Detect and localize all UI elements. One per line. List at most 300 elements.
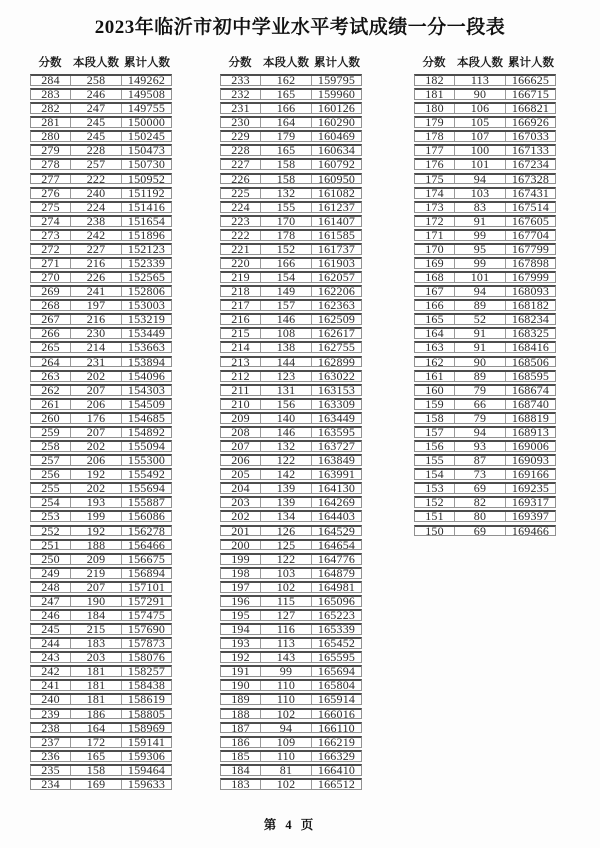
table-row: [30, 116, 172, 128]
segment-count-cell: 102: [261, 710, 312, 719]
segment-count-cell: 207: [71, 583, 122, 592]
cumulative-count-cell: 160469: [317, 129, 356, 144]
cumulative-count-cell: 159633: [127, 776, 166, 791]
segment-count-cell: 143: [261, 653, 312, 662]
cumulative-count-cell: 152565: [127, 270, 166, 285]
segment-count-cell: 257: [71, 160, 122, 169]
cumulative-count-cell: 158969: [127, 720, 166, 735]
cumulative-count-cell: 156675: [127, 551, 166, 566]
cumulative-count-cell: 164776: [317, 551, 356, 566]
segment-count-cell: 164: [71, 724, 122, 733]
segment-count-cell: 170: [261, 217, 312, 226]
segment-count-cell: 131: [261, 386, 312, 395]
score-cell: 183: [221, 780, 261, 789]
score-table-left: [30, 56, 172, 792]
segment-count-cell: 115: [261, 597, 312, 606]
score-cell: 234: [31, 780, 71, 789]
table-row: [30, 553, 172, 565]
table-body: [220, 74, 362, 790]
cumulative-count-cell: 159464: [127, 762, 166, 777]
table-row: [30, 426, 172, 438]
table-row: [414, 482, 556, 494]
score-cell: 251: [31, 541, 71, 550]
score-cell: 223: [221, 217, 261, 226]
score-cell: 200: [221, 541, 261, 550]
segment-count-cell: 230: [71, 329, 122, 338]
segment-count-cell: 82: [455, 498, 506, 507]
segment-count-cell: 219: [71, 569, 122, 578]
segment-count-cell: 99: [455, 231, 506, 240]
cumulative-count-cell: 154303: [127, 382, 166, 397]
table-row: [220, 130, 362, 142]
table-row: [414, 426, 556, 438]
segment-count-cell: 247: [71, 104, 122, 113]
segment-count-cell: 123: [261, 372, 312, 381]
score-cell: 208: [221, 428, 261, 437]
cumulative-count-cell: 168325: [511, 326, 550, 341]
cumulative-count-cell: 158619: [127, 692, 166, 707]
table-row: [220, 341, 362, 353]
score-cell: 152: [415, 498, 455, 507]
table-row: [414, 173, 556, 185]
segment-count-cell: 172: [71, 738, 122, 747]
score-cell: 269: [31, 287, 71, 296]
table-row: [30, 173, 172, 185]
table-row: [30, 88, 172, 100]
table-row: [30, 510, 172, 522]
segment-count-cell: 156: [261, 400, 312, 409]
score-cell: 179: [415, 118, 455, 127]
table-row: [220, 722, 362, 734]
segment-count-cell: 99: [261, 667, 312, 676]
cumulative-count-cell: 160792: [317, 157, 356, 172]
table-row: [30, 496, 172, 508]
segment-count-cell: 176: [71, 414, 122, 423]
table-row: [30, 74, 172, 86]
table-row: [414, 74, 556, 86]
table-row: [30, 764, 172, 776]
score-cell: 255: [31, 484, 71, 493]
table-row: [220, 102, 362, 114]
score-cell: 158: [415, 414, 455, 423]
cumulative-count-cell: 156466: [127, 537, 166, 552]
segment-count-cell: 132: [261, 442, 312, 451]
segment-count-cell: 199: [71, 512, 122, 521]
segment-count-cell: 69: [455, 527, 506, 536]
score-cell: 276: [31, 189, 71, 198]
cumulative-count-cell: 163595: [317, 424, 356, 439]
cumulative-count-cell: 161237: [317, 199, 356, 214]
cumulative-count-cell: 163849: [317, 453, 356, 468]
table-row: [30, 285, 172, 297]
table-row: [30, 778, 172, 790]
table-header: [414, 56, 556, 71]
score-cell: 241: [31, 681, 71, 690]
cumulative-count-cell: 157291: [127, 593, 166, 608]
segment-count-cell: 116: [261, 625, 312, 634]
table-row: [220, 510, 362, 522]
table-row: [220, 356, 362, 368]
table-row: [220, 567, 362, 579]
cumulative-count-cell: 165914: [317, 692, 356, 707]
cumulative-count-cell: 166821: [511, 101, 550, 116]
segment-count-cell: 139: [261, 498, 312, 507]
score-cell: 248: [31, 583, 71, 592]
cumulative-count-cell: 159306: [127, 748, 166, 763]
table-row: [220, 116, 362, 128]
table-row: [30, 722, 172, 734]
score-cell: 181: [415, 90, 455, 99]
table-row: [30, 215, 172, 227]
score-cell: 185: [221, 752, 261, 761]
score-cell: 182: [415, 76, 455, 85]
segment-count-cell: 73: [455, 470, 506, 479]
segment-count-cell: 139: [261, 484, 312, 493]
table-row: [414, 271, 556, 283]
segment-count-cell: 91: [455, 217, 506, 226]
cumulative-count-cell: 153894: [127, 354, 166, 369]
segment-count-cell: 216: [71, 315, 122, 324]
cumulative-count-cell: 164269: [317, 495, 356, 510]
cumulative-count-cell: 161082: [317, 185, 356, 200]
table-row: [220, 144, 362, 156]
cumulative-count-cell: 166715: [511, 87, 550, 102]
segment-count-cell: 132: [261, 189, 312, 198]
cumulative-count-cell: 149755: [127, 101, 166, 116]
segment-count-cell: 149: [261, 287, 312, 296]
table-row: [220, 201, 362, 213]
table-row: [220, 665, 362, 677]
segment-count-cell: 110: [261, 752, 312, 761]
segment-count-cell: 79: [455, 414, 506, 423]
score-cell: 272: [31, 245, 71, 254]
cumulative-count-cell: 150000: [127, 115, 166, 130]
segment-count-cell: 162: [261, 76, 312, 85]
table-row: [30, 595, 172, 607]
table-row: [414, 102, 556, 114]
table-row: [30, 398, 172, 410]
table-row: [220, 496, 362, 508]
table-row: [220, 229, 362, 241]
score-cell: 228: [221, 146, 261, 155]
cumulative-count-cell: 167999: [511, 270, 550, 285]
table-row: [30, 257, 172, 269]
cumulative-count-cell: 152806: [127, 284, 166, 299]
score-cell: 169: [415, 259, 455, 268]
score-cell: 180: [415, 104, 455, 113]
table-row: [414, 285, 556, 297]
score-cell: 168: [415, 273, 455, 282]
table-row: [220, 299, 362, 311]
segment-count-cell: 108: [261, 329, 312, 338]
score-cell: 190: [221, 681, 261, 690]
cumulative-count-cell: 167133: [511, 143, 550, 158]
table-row: [30, 454, 172, 466]
score-cell: 159: [415, 400, 455, 409]
table-row: [30, 468, 172, 480]
segment-count-cell: 206: [71, 456, 122, 465]
score-cell: 164: [415, 329, 455, 338]
segment-count-cell: 202: [71, 484, 122, 493]
table-row: [220, 609, 362, 621]
score-cell: 237: [31, 738, 71, 747]
table-header: [30, 56, 172, 71]
segment-count-cell: 122: [261, 456, 312, 465]
cumulative-count-cell: 169317: [511, 495, 550, 510]
score-cell: 281: [31, 118, 71, 127]
score-cell: 197: [221, 583, 261, 592]
table-row: [30, 327, 172, 339]
cumulative-count-cell: 159960: [317, 87, 356, 102]
table-row: [220, 651, 362, 663]
cumulative-count-cell: 155300: [127, 453, 166, 468]
score-cell: 247: [31, 597, 71, 606]
segment-count-cell: 178: [261, 231, 312, 240]
cumulative-count-cell: 159141: [127, 734, 166, 749]
segment-count-cell: 94: [455, 287, 506, 296]
score-cell: 175: [415, 175, 455, 184]
table-row: [30, 187, 172, 199]
score-cell: 253: [31, 512, 71, 521]
segment-count-cell: 166: [261, 104, 312, 113]
score-cell: 192: [221, 653, 261, 662]
score-cell: 254: [31, 498, 71, 507]
segment-count-cell: 181: [71, 667, 122, 676]
cumulative-count-cell: 165595: [317, 650, 356, 665]
segment-count-cell: 216: [71, 259, 122, 268]
score-cell: 193: [221, 639, 261, 648]
score-cell: 244: [31, 639, 71, 648]
segment-count-cell: 94: [455, 428, 506, 437]
segment-count-cell: 158: [261, 160, 312, 169]
cumulative-count-cell: 155094: [127, 439, 166, 454]
cumulative-count-cell: 157475: [127, 607, 166, 622]
cumulative-count-cell: 157690: [127, 622, 166, 637]
table-row: [30, 750, 172, 762]
table-row: [414, 158, 556, 170]
cumulative-count-cell: 167431: [511, 185, 550, 200]
table-row: [220, 454, 362, 466]
cumulative-count-cell: 161903: [317, 256, 356, 271]
score-cell: 277: [31, 175, 71, 184]
cumulative-count-cell: 168913: [511, 424, 550, 439]
cumulative-count-cell: 164130: [317, 481, 356, 496]
cumulative-count-cell: 151896: [127, 227, 166, 242]
score-cell: 242: [31, 667, 71, 676]
table-row: [414, 187, 556, 199]
segment-count-cell: 66: [455, 400, 506, 409]
score-cell: 240: [31, 695, 71, 704]
cumulative-count-cell: 168674: [511, 382, 550, 397]
cumulative-count-cell: 166110: [318, 720, 355, 735]
cumulative-count-cell: 166410: [317, 762, 356, 777]
table-row: [30, 679, 172, 691]
table-row: [414, 144, 556, 156]
segment-count-cell: 226: [71, 273, 122, 282]
table-row: [414, 257, 556, 269]
segment-count-cell: 103: [261, 569, 312, 578]
score-cell: 220: [221, 259, 261, 268]
segment-count-cell: 91: [455, 329, 506, 338]
table-row: [30, 356, 172, 368]
table-row: [220, 778, 362, 790]
score-cell: 162: [415, 358, 455, 367]
score-cell: 284: [31, 76, 71, 85]
cumulative-count-cell: 159795: [317, 73, 356, 87]
table-row: [220, 750, 362, 762]
table-row: [30, 370, 172, 382]
score-cell: 150: [415, 527, 455, 536]
cumulative-count-cell: 154892: [127, 424, 166, 439]
cumulative-count-cell: 169397: [511, 509, 550, 524]
table-row: [414, 130, 556, 142]
segment-count-cell: 165: [261, 90, 312, 99]
score-cell: 213: [221, 358, 261, 367]
cumulative-count-cell: 164529: [317, 523, 356, 538]
score-cell: 231: [221, 104, 261, 113]
table-row: [220, 370, 362, 382]
score-cell: 260: [31, 414, 71, 423]
segment-count-cell: 192: [71, 527, 122, 536]
segment-count-cell: 110: [261, 681, 312, 690]
score-cell: 219: [221, 273, 261, 282]
cumulative-count-cell: 166016: [317, 706, 356, 721]
cumulative-count-cell: 158076: [127, 650, 166, 665]
table-row: [220, 581, 362, 593]
table-row: [30, 384, 172, 396]
cumulative-count-cell: 151192: [128, 185, 165, 200]
cumulative-count-cell: 150952: [127, 171, 166, 186]
cumulative-count-cell: 160950: [317, 171, 356, 186]
table-row: [414, 116, 556, 128]
cumulative-count-cell: 151654: [127, 213, 166, 228]
segment-count-cell: 144: [261, 358, 312, 367]
score-cell: 265: [31, 343, 71, 352]
score-cell: 157: [415, 428, 455, 437]
segment-count-cell: 107: [455, 132, 506, 141]
table-row: [220, 327, 362, 339]
cumulative-count-cell: 163991: [317, 467, 356, 482]
column-header-cumulative-count: 累计人数: [124, 57, 170, 69]
score-cell: 249: [31, 569, 71, 578]
score-cell: 216: [221, 315, 261, 324]
segment-count-cell: 245: [71, 118, 122, 127]
cumulative-count-cell: 166512: [317, 776, 356, 791]
score-cell: 198: [221, 569, 261, 578]
cumulative-count-cell: 167605: [511, 213, 550, 228]
segment-count-cell: 152: [261, 245, 312, 254]
cumulative-count-cell: 166625: [511, 73, 550, 87]
score-table-middle: [220, 56, 362, 792]
score-cell: 273: [31, 231, 71, 240]
segment-count-cell: 122: [261, 555, 312, 564]
cumulative-count-cell: 153219: [127, 312, 166, 327]
table-row: [220, 525, 362, 537]
cumulative-count-cell: 158805: [127, 706, 166, 721]
segment-count-cell: 206: [71, 400, 122, 409]
table-row: [220, 271, 362, 283]
cumulative-count-cell: 153449: [127, 326, 166, 341]
score-cell: 243: [31, 653, 71, 662]
score-cell: 274: [31, 217, 71, 226]
cumulative-count-cell: 168595: [511, 368, 550, 383]
segment-count-cell: 87: [455, 456, 506, 465]
score-cell: 172: [415, 217, 455, 226]
table-row: [414, 215, 556, 227]
score-cell: 156: [415, 442, 455, 451]
table-body: [30, 74, 172, 790]
column-header-cumulative-count: 累计人数: [508, 57, 554, 69]
score-cell: 165: [415, 315, 455, 324]
score-cell: 155: [415, 456, 455, 465]
score-cell: 262: [31, 386, 71, 395]
segment-count-cell: 89: [455, 372, 506, 381]
table-body: [414, 74, 556, 536]
segment-count-cell: 126: [261, 527, 312, 536]
score-cell: 266: [31, 329, 71, 338]
table-row: [220, 285, 362, 297]
cumulative-count-cell: 167704: [511, 227, 550, 242]
segment-count-cell: 166: [261, 259, 312, 268]
table-row: [414, 299, 556, 311]
cumulative-count-cell: 168182: [511, 298, 550, 313]
segment-count-cell: 95: [455, 245, 506, 254]
score-table-right: [414, 56, 556, 539]
score-cell: 204: [221, 484, 261, 493]
table-row: [220, 426, 362, 438]
segment-count-cell: 245: [71, 132, 122, 141]
score-cell: 151: [415, 512, 455, 521]
segment-count-cell: 103: [455, 189, 506, 198]
score-cell: 271: [31, 259, 71, 268]
segment-count-cell: 181: [71, 681, 122, 690]
score-cell: 236: [31, 752, 71, 761]
segment-count-cell: 113: [261, 639, 312, 648]
column-header-score: 分数: [38, 57, 62, 69]
segment-count-cell: 102: [261, 780, 312, 789]
table-row: [30, 341, 172, 353]
table-row: [30, 201, 172, 213]
segment-count-cell: 157: [261, 301, 312, 310]
column-header-score: 分数: [228, 57, 252, 69]
score-cell: 256: [31, 470, 71, 479]
cumulative-count-cell: 162899: [317, 354, 356, 369]
score-cell: 258: [31, 442, 71, 451]
segment-count-cell: 146: [261, 315, 312, 324]
segment-count-cell: 101: [455, 273, 506, 282]
segment-count-cell: 100: [455, 146, 506, 155]
table-row: [30, 581, 172, 593]
segment-count-cell: 134: [261, 512, 312, 521]
table-row: [30, 736, 172, 748]
page-title: 2023年临沂市初中学业水平考试成绩一分一段表: [94, 17, 506, 38]
score-cell: 257: [31, 456, 71, 465]
segment-count-cell: 80: [455, 512, 506, 521]
score-cell: 250: [31, 555, 71, 564]
score-cell: 173: [415, 203, 455, 212]
table-row: [220, 158, 362, 170]
segment-count-cell: 181: [71, 695, 122, 704]
cumulative-count-cell: 152339: [127, 256, 166, 271]
segment-count-cell: 246: [71, 90, 122, 99]
score-cell: 268: [31, 301, 71, 310]
segment-count-cell: 179: [261, 132, 312, 141]
table-row: [220, 482, 362, 494]
table-row: [414, 243, 556, 255]
cumulative-count-cell: 160290: [317, 115, 356, 130]
segment-count-cell: 158: [71, 766, 122, 775]
segment-count-cell: 101: [455, 160, 506, 169]
